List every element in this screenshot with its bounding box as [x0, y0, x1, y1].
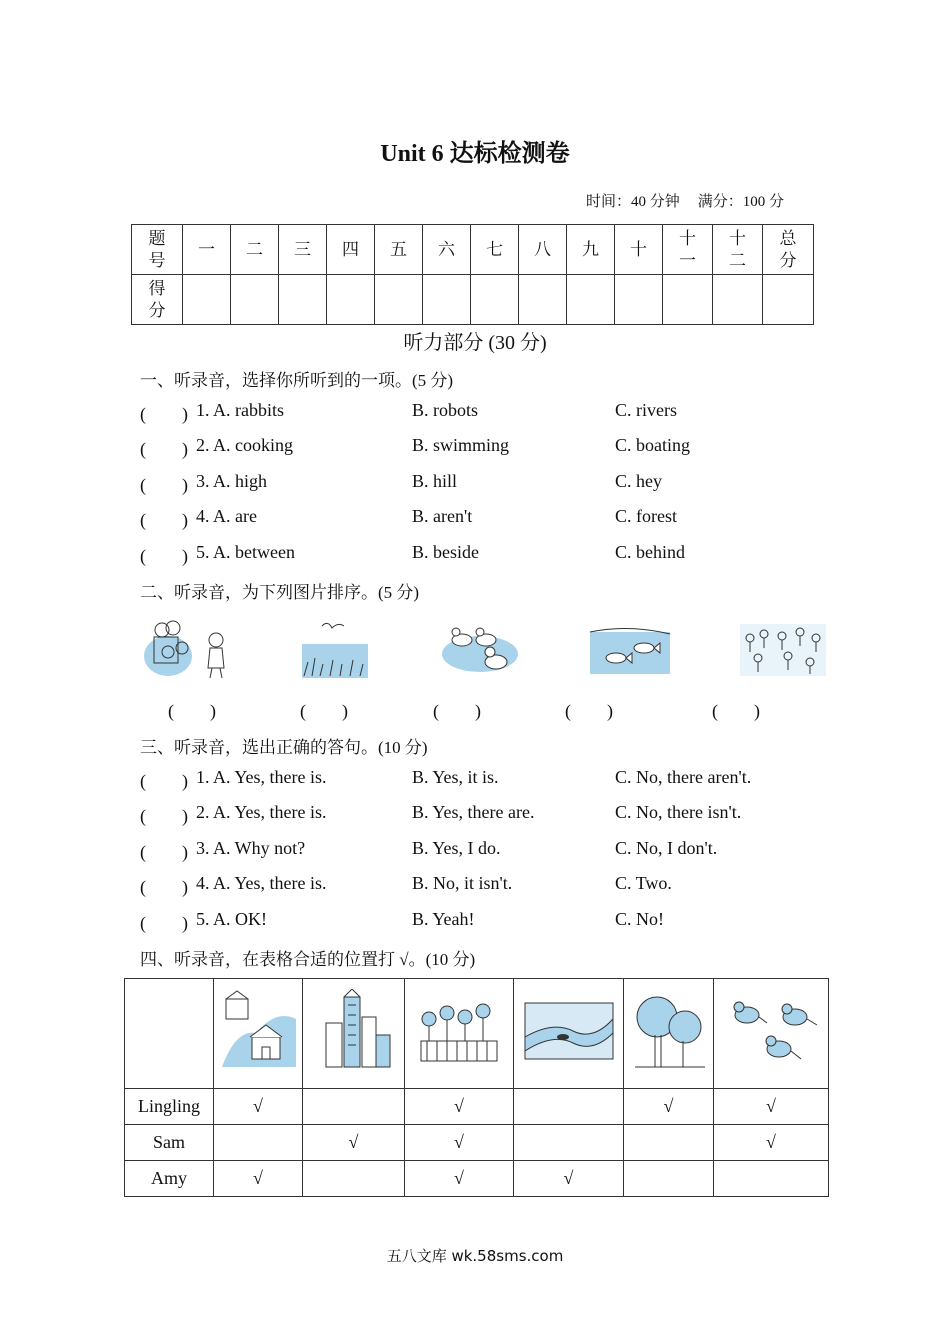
- q1-item: [140, 506, 840, 530]
- option-c: C. boating: [615, 435, 690, 455]
- exam-meta: [586, 190, 802, 211]
- score-header-cell: 六: [423, 225, 471, 275]
- people-picture-icon: [140, 618, 232, 680]
- score-entry-cell[interactable]: [519, 275, 567, 325]
- score-table: [131, 224, 814, 325]
- option-a: 1. A. Yes, there is.: [196, 767, 327, 787]
- answer-bracket[interactable]: ( ): [140, 771, 188, 791]
- tick-cell[interactable]: √: [714, 1125, 829, 1161]
- score-row-label: 得 分: [132, 275, 183, 325]
- option-c: C. No, I don't.: [615, 838, 718, 858]
- birds-picture-icon: [719, 989, 823, 1073]
- time-limit: 时间：40 分钟: [586, 194, 680, 210]
- page-title: Unit 6 达标检测卷: [380, 141, 570, 167]
- score-entry-cell[interactable]: [231, 275, 279, 325]
- answer-bracket[interactable]: ( ): [140, 475, 188, 495]
- score-table-score-row: [132, 275, 814, 325]
- option-a: 5. A. between: [196, 542, 295, 562]
- student-name: Amy: [125, 1161, 214, 1197]
- option-c: C. rivers: [615, 400, 677, 420]
- tick-cell[interactable]: [514, 1089, 624, 1125]
- score-entry-cell[interactable]: [375, 275, 423, 325]
- picture-cell: [303, 979, 405, 1089]
- tick-cell[interactable]: √: [405, 1125, 514, 1161]
- order-bracket[interactable]: ( ): [565, 701, 613, 721]
- tick-cell[interactable]: √: [624, 1089, 714, 1125]
- answer-bracket[interactable]: ( ): [140, 510, 188, 530]
- score-header-cell: 总 分: [763, 225, 814, 275]
- q1-item: [140, 400, 840, 424]
- score-header-cell: 八: [519, 225, 567, 275]
- full-score: 满分：100 分: [697, 194, 785, 210]
- tick-cell[interactable]: [514, 1125, 624, 1161]
- option-b: B. Yeah!: [412, 909, 475, 929]
- picture-row: [125, 979, 829, 1089]
- tick-cell[interactable]: [624, 1125, 714, 1161]
- answer-bracket[interactable]: ( ): [140, 806, 188, 826]
- score-table-header-row: [132, 225, 814, 275]
- option-a: 5. A. OK!: [196, 909, 267, 929]
- option-a: 3. A. high: [196, 471, 268, 491]
- score-entry-cell[interactable]: [423, 275, 471, 325]
- tick-cell[interactable]: √: [405, 1161, 514, 1197]
- answer-bracket[interactable]: ( ): [140, 404, 188, 424]
- score-entry-cell[interactable]: [713, 275, 763, 325]
- score-header-cell: 三: [279, 225, 327, 275]
- picture-cell: [714, 979, 829, 1089]
- option-a: 3. A. Why not?: [196, 838, 306, 858]
- answer-bracket[interactable]: ( ): [140, 439, 188, 459]
- q1-item: [140, 435, 840, 459]
- score-header-cell: 十: [615, 225, 663, 275]
- score-entry-cell[interactable]: [663, 275, 713, 325]
- score-entry-cell[interactable]: [279, 275, 327, 325]
- option-a: 4. A. Yes, there is.: [196, 873, 327, 893]
- order-bracket[interactable]: ( ): [300, 701, 348, 721]
- option-b: B. hill: [412, 471, 458, 491]
- order-bracket[interactable]: ( ): [712, 701, 760, 721]
- q3-item: [140, 802, 840, 826]
- option-b: B. swimming: [412, 435, 510, 455]
- picture-cell: [214, 979, 303, 1089]
- tick-cell[interactable]: √: [214, 1089, 303, 1125]
- bird-grass-picture-icon: [300, 618, 370, 680]
- tick-cell[interactable]: √: [303, 1125, 405, 1161]
- option-b: B. aren't: [412, 506, 473, 526]
- footer-watermark: 五八文库 wk.58sms.com: [386, 1247, 564, 1265]
- score-header-cell: 二: [231, 225, 279, 275]
- student-name: Sam: [125, 1125, 214, 1161]
- river-picture-icon: [523, 999, 615, 1063]
- option-c: C. behind: [615, 542, 685, 562]
- q3-item: [140, 767, 840, 791]
- tick-cell[interactable]: [624, 1161, 714, 1197]
- tick-cell[interactable]: [714, 1161, 829, 1197]
- q1-item: [140, 471, 840, 495]
- answer-bracket[interactable]: ( ): [140, 913, 188, 933]
- option-c: C. Two.: [615, 873, 672, 893]
- tick-cell[interactable]: [214, 1125, 303, 1161]
- corner-cell: [125, 979, 214, 1089]
- score-entry-cell[interactable]: [615, 275, 663, 325]
- option-a: 4. A. are: [196, 506, 257, 526]
- q1-heading: 一、听录音，选择你所听到的一项。(5 分): [140, 371, 454, 390]
- q2-heading: 二、听录音，为下列图片排序。(5 分): [140, 583, 420, 602]
- score-header-cell: 四: [327, 225, 375, 275]
- option-c: C. hey: [615, 471, 662, 491]
- order-bracket[interactable]: ( ): [433, 701, 481, 721]
- q4-heading: 四、听录音，在表格合适的位置打 √。(10 分): [140, 950, 476, 969]
- tick-cell[interactable]: [303, 1161, 405, 1197]
- flowers-picture-icon: [409, 991, 509, 1071]
- listening-section-title: 听力部分 (30 分): [403, 332, 547, 354]
- score-header-cell: 题 号: [132, 225, 183, 275]
- student-row: [125, 1161, 829, 1197]
- option-b: B. Yes, I do.: [412, 838, 501, 858]
- tick-cell[interactable]: √: [514, 1161, 624, 1197]
- student-row: [125, 1089, 829, 1125]
- tick-table: [124, 978, 829, 1197]
- answer-bracket[interactable]: ( ): [140, 546, 188, 566]
- q3-item: [140, 909, 840, 933]
- option-a: 2. A. cooking: [196, 435, 293, 455]
- student-name: Lingling: [125, 1089, 214, 1125]
- tick-cell[interactable]: √: [714, 1089, 829, 1125]
- q3-item: [140, 873, 840, 897]
- option-a: 1. A. rabbits: [196, 400, 284, 420]
- picture-cell: [405, 979, 514, 1089]
- student-row: [125, 1125, 829, 1161]
- city-picture-icon: [314, 989, 394, 1073]
- option-b: B. robots: [412, 400, 479, 420]
- option-b: B. Yes, it is.: [412, 767, 499, 787]
- answer-bracket[interactable]: ( ): [140, 877, 188, 897]
- option-b: B. beside: [412, 542, 479, 562]
- tick-cell[interactable]: √: [405, 1089, 514, 1125]
- score-header-cell: 七: [471, 225, 519, 275]
- score-entry-cell[interactable]: [183, 275, 231, 325]
- village-picture-icon: [216, 989, 300, 1073]
- score-entry-cell[interactable]: [471, 275, 519, 325]
- score-header-cell: 五: [375, 225, 423, 275]
- option-c: C. No, there isn't.: [615, 802, 742, 822]
- option-c: C. No!: [615, 909, 664, 929]
- fish-river-picture-icon: [588, 624, 672, 676]
- ducks-picture-icon: [440, 620, 522, 678]
- picture-cell: [514, 979, 624, 1089]
- score-entry-cell[interactable]: [327, 275, 375, 325]
- q3-item: [140, 838, 840, 862]
- tick-cell[interactable]: [303, 1089, 405, 1125]
- option-c: C. No, there aren't.: [615, 767, 752, 787]
- score-header-cell: 九: [567, 225, 615, 275]
- option-b: B. Yes, there are.: [412, 802, 535, 822]
- crowd-picture-icon: [738, 622, 828, 678]
- answer-bracket[interactable]: ( ): [140, 842, 188, 862]
- tick-cell[interactable]: √: [214, 1161, 303, 1197]
- score-header-cell: 一: [183, 225, 231, 275]
- score-header-cell: 十 二: [713, 225, 763, 275]
- q3-heading: 三、听录音，选出正确的答句。(10 分): [140, 738, 428, 757]
- option-c: C. forest: [615, 506, 677, 526]
- option-b: B. No, it isn't.: [412, 873, 513, 893]
- score-header-cell: 十 一: [663, 225, 713, 275]
- score-entry-cell[interactable]: [763, 275, 814, 325]
- order-bracket[interactable]: ( ): [168, 701, 216, 721]
- q1-item: [140, 542, 840, 566]
- trees-picture-icon: [629, 989, 709, 1073]
- score-entry-cell[interactable]: [567, 275, 615, 325]
- picture-cell: [624, 979, 714, 1089]
- option-a: 2. A. Yes, there is.: [196, 802, 327, 822]
